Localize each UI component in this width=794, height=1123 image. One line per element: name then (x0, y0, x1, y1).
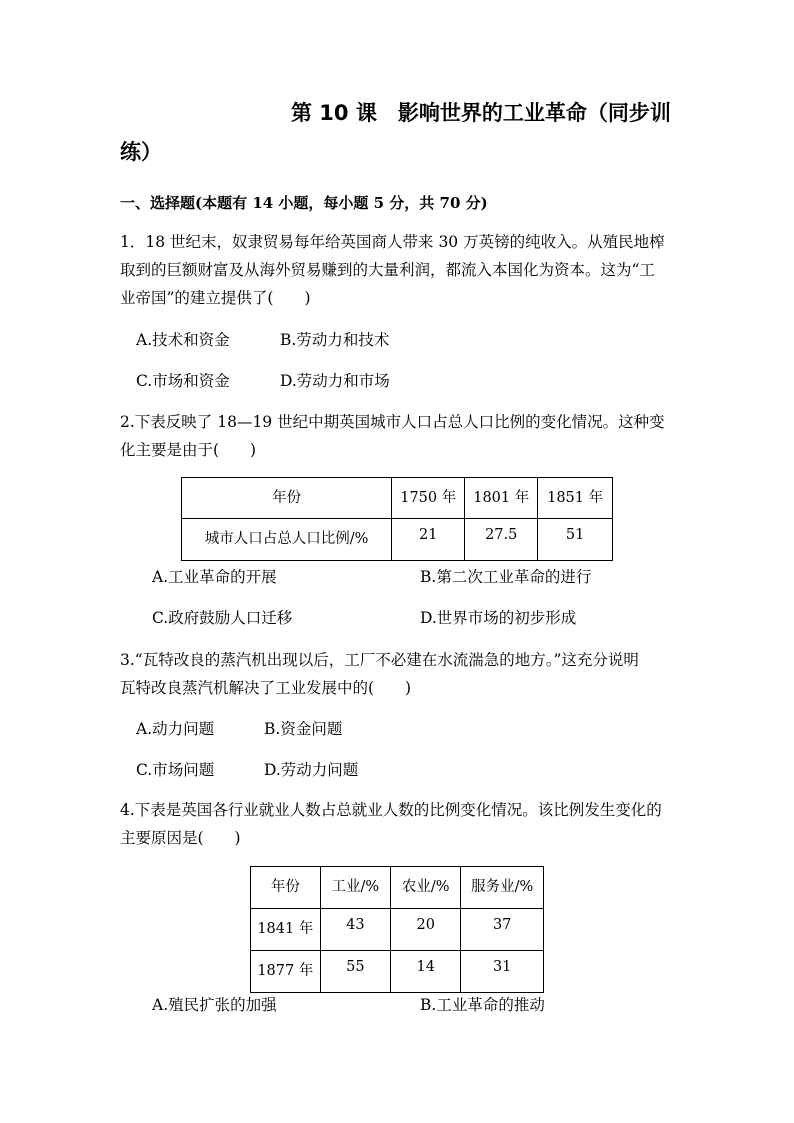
question-1-option-a[interactable]: A.技术和资金 (136, 331, 230, 349)
table-cell: 1841 年 (251, 909, 321, 951)
table-row (251, 951, 544, 993)
table-header-cell: 1750 年 (392, 478, 465, 519)
question-2-option-a[interactable]: A.工业革命的开展 (152, 568, 277, 586)
question-3-option-c[interactable]: C.市场问题 (136, 761, 215, 779)
table-cell: 14 (391, 951, 461, 993)
question-4-option-b[interactable]: B.工业革命的推动 (420, 996, 545, 1014)
question-1-line-1: 1．18 世纪末，奴隶贸易每年给英国商人带来 30 万英镑的纯收入。从殖民地榨 (120, 233, 665, 251)
page-title: 第 10 课 影响世界的工业革命（同步训 (291, 101, 671, 125)
table-row (182, 519, 613, 561)
table-cell: 37 (461, 909, 544, 951)
question-3-option-a[interactable]: A.动力问题 (136, 720, 215, 738)
table-row (251, 909, 544, 951)
question-3-option-d[interactable]: D.劳动力问题 (264, 761, 359, 779)
table-cell: 1877 年 (251, 951, 321, 993)
employment-ratio-table (250, 866, 544, 993)
section-heading: 一、选择题(本题有 14 小题，每小题 5 分，共 70 分) (120, 194, 488, 212)
question-4-line-2: 主要原因是( ) (120, 829, 241, 847)
question-1-option-c[interactable]: C.市场和资金 (136, 372, 230, 390)
table-header-row (251, 867, 544, 909)
question-1-line-2: 取到的巨额财富及从海外贸易赚到的大量利润，都流入本国化为资本。这为“工 (120, 261, 655, 279)
question-2-line-1: 2.下表反映了 18—19 世纪中期英国城市人口占总人口比例的变化情况。这种变 (120, 413, 665, 431)
table-cell: 20 (391, 909, 461, 951)
table-header-cell: 年份 (251, 867, 321, 909)
question-3-line-2: 瓦特改良蒸汽机解决了工业发展中的( ) (120, 679, 412, 697)
table-header-row (182, 478, 613, 519)
table-cell: 城市人口占总人口比例/% (182, 519, 392, 561)
question-1-option-b[interactable]: B.劳动力和技术 (280, 331, 390, 349)
table-header-cell: 农业/% (391, 867, 461, 909)
table-cell: 43 (320, 909, 390, 951)
question-1-option-d[interactable]: D.劳动力和市场 (280, 372, 390, 390)
question-2-line-2: 化主要是由于( ) (120, 441, 257, 459)
table-cell: 55 (320, 951, 390, 993)
table-header-cell: 1851 年 (538, 478, 613, 519)
question-4-option-a[interactable]: A.殖民扩张的加强 (152, 996, 277, 1014)
page-title-continued: 练） (120, 140, 162, 164)
urban-population-table (181, 477, 613, 561)
table-header-cell: 年份 (182, 478, 392, 519)
table-header-cell: 服务业/% (461, 867, 544, 909)
question-3-line-1: 3.“瓦特改良的蒸汽机出现以后，工厂不必建在水流湍急的地方。”这充分说明 (120, 651, 639, 669)
table-cell: 27.5 (465, 519, 538, 561)
table-cell: 21 (392, 519, 465, 561)
question-3-option-b[interactable]: B.资金问题 (264, 720, 343, 738)
question-4-line-1: 4.下表是英国各行业就业人数占总就业人数的比例变化情况。该比例发生变化的 (120, 801, 662, 819)
table-header-cell: 工业/% (320, 867, 390, 909)
question-1-line-3: 业帝国”的建立提供了( ) (120, 289, 311, 307)
question-2-option-c[interactable]: C.政府鼓励人口迁移 (152, 609, 293, 627)
question-2-option-b[interactable]: B.第二次工业革命的进行 (420, 568, 592, 586)
table-header-cell: 1801 年 (465, 478, 538, 519)
table-cell: 51 (538, 519, 613, 561)
table-cell: 31 (461, 951, 544, 993)
question-2-option-d[interactable]: D.世界市场的初步形成 (420, 609, 577, 627)
